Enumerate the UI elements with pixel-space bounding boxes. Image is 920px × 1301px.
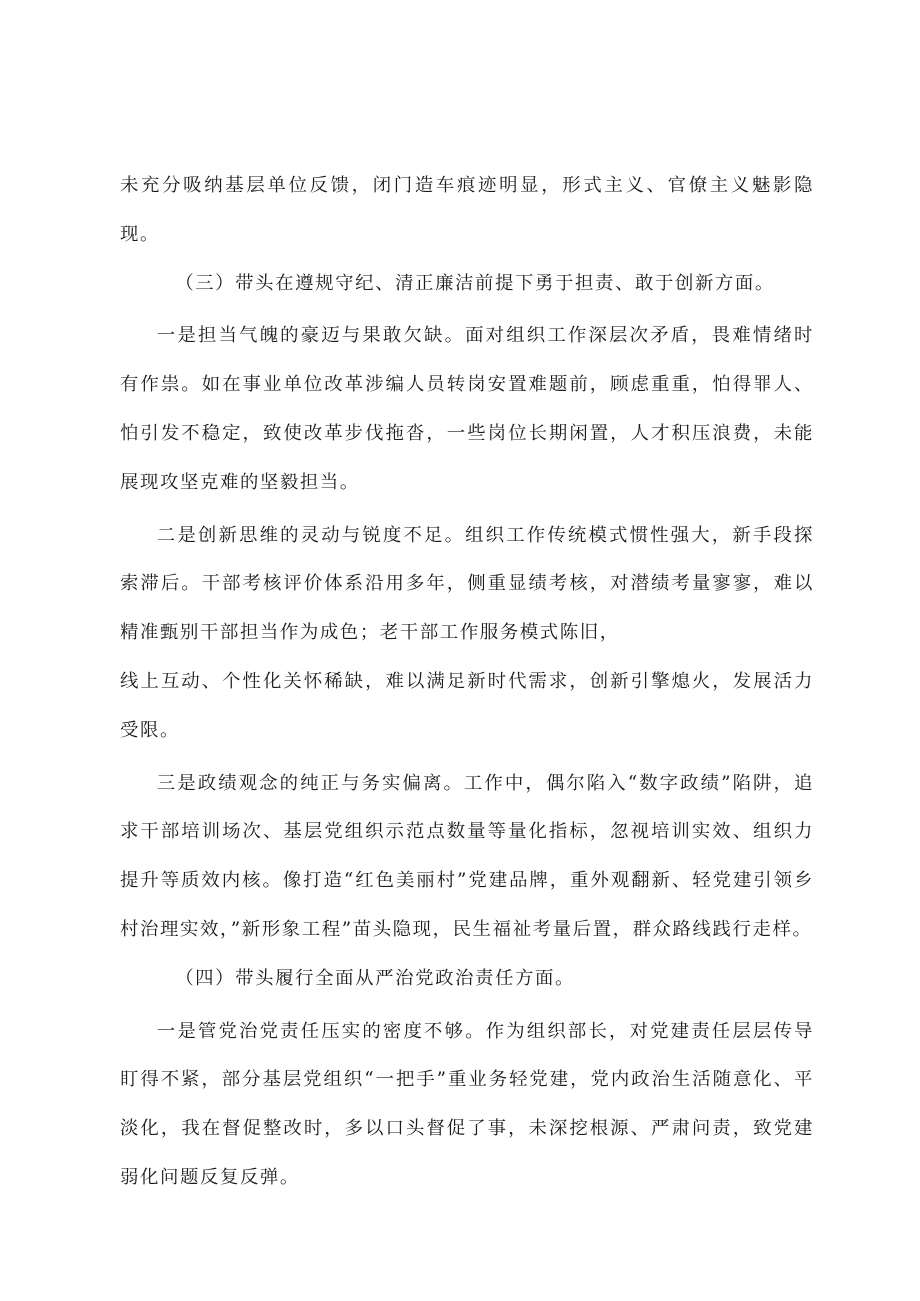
paragraph-performance: 三是政绩观念的纯正与务实偏离。工作中，偶尔陷入“数字政绩”陷阱，追求干部培训场次、基层党组织示范点数量等量化指标，忽视培训实效、组织力提升等质效内核。像打造“红色美丽村”党建品牌，重外观翻新、轻党建引领乡村治理实效，”新形象工程”苗头隐现，民生福祉考量后置，群众路线践行走样。 bbox=[120, 772, 814, 940]
section-heading-4: （四）带头履行全面从严治党政治责任方面。 bbox=[175, 967, 576, 989]
paragraph-innovation-cont: 线上互动、个性化关怀稀缺，难以满足新时代需求，创新引擎熄火，发展活力受限。 bbox=[120, 670, 814, 741]
paragraph-continuation: 未充分吸纳基层单位反馈，闭门造车痕迹明显，形式主义、官僚主义魅影隐现。 bbox=[120, 175, 814, 245]
section-heading-3: （三）带头在遵规守纪、清正廉洁前提下勇于担责、敢于创新方面。 bbox=[175, 272, 775, 294]
paragraph-innovation: 二是创新思维的灵动与锐度不足。组织工作传统模式惯性强大，新手段探索滞后。干部考核评价体系沿用多年，侧重显绩考核，对潜绩考量寥寥，难以精准甄别干部担当作为成色；老干部工作服务模式陈旧， bbox=[120, 524, 814, 644]
paragraph-party-governance: 一是管党治党责任压实的密度不够。作为组织部长，对党建责任层层传导盯得不紧，部分基层党组织“一把手”重业务轻党建，党内政治生活随意化、平淡化，我在督促整改时，多以口头督促了事，未深挖根源、严肃问责，致党建弱化问题反复反弹。 bbox=[120, 1020, 814, 1188]
paragraph-responsibility: 一是担当气魄的豪迈与果敢欠缺。面对组织工作深层次矛盾，畏难情绪时有作祟。如在事业单位改革涉编人员转岗安置难题前，顾虑重重，怕得罪人、怕引发不稳定，致使改革步伐拖沓，一些岗位长期闲置，人才积压浪费，未能展现攻坚克难的坚毅担当。 bbox=[120, 325, 814, 493]
document-body bbox=[120, 162, 814, 1203]
